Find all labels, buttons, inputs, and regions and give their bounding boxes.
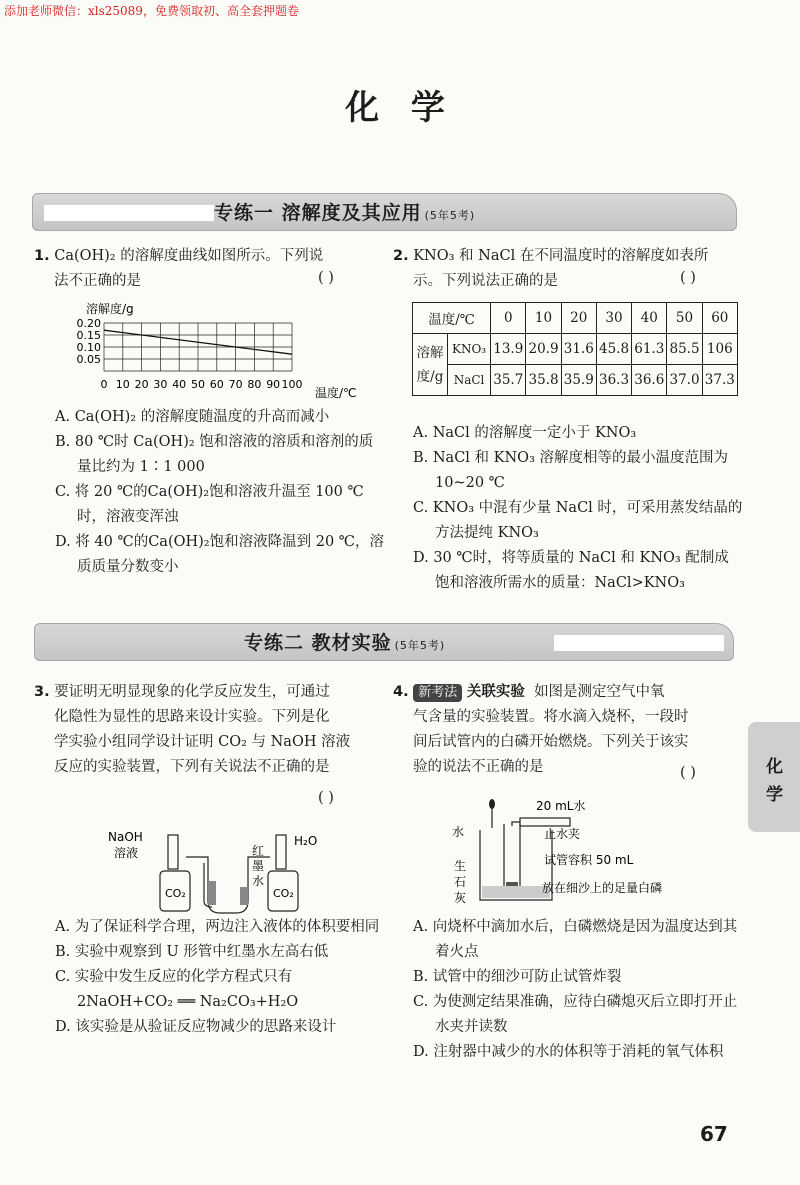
- question-stem: 法不正确的是: [54, 273, 141, 289]
- label-syringe: 20 mL水: [536, 799, 586, 813]
- banner-mask: [554, 635, 724, 651]
- label-red-2: 墨: [252, 859, 265, 873]
- table-cell: 20.9: [526, 334, 561, 365]
- option-a: A. 为了保证科学合理，两边注入液体的体积要相同: [55, 919, 380, 935]
- table-cell: 61.3: [632, 334, 667, 365]
- oxygen-apparatus: [452, 790, 712, 910]
- question-stem: KNO₃ 和 NaCl 在不同温度时的溶解度如表所: [413, 248, 709, 264]
- option-b: B. NaCl 和 KNO₃ 溶解度相等的最小温度范围为 10~20 ℃: [413, 450, 728, 491]
- dropper-bulb: [489, 799, 495, 809]
- temp-cell: 30: [596, 303, 631, 334]
- q1-options: [55, 405, 385, 580]
- section-label: 专练一 溶解度及其应用: [214, 202, 422, 224]
- question-number: 2.: [393, 248, 409, 264]
- section-label: 专练二 教材实验: [244, 632, 392, 654]
- section-banner-1: [32, 193, 737, 231]
- connector: [512, 822, 520, 826]
- label-h2o: H₂O: [294, 834, 318, 848]
- temp-cell: 20: [561, 303, 596, 334]
- option-a: A. NaCl 的溶解度一定小于 KNO₃: [413, 425, 637, 441]
- watermark-text: 添加老师微信：xls25089，免费领取初、高全套押题卷: [4, 4, 299, 18]
- option-a: A. Ca(OH)₂ 的溶解度随温度的升高而减小: [55, 409, 330, 425]
- y-tick-label: 0.15: [76, 329, 101, 342]
- question-stem: 要证明无明显现象的化学反应发生，可通过: [54, 684, 330, 700]
- temp-cell: 40: [632, 303, 667, 334]
- x-tick-label: 90: [266, 378, 281, 391]
- option-d: D. 该实验是从验证反应物减少的思路来设计: [55, 1019, 337, 1035]
- x-tick-label: 40: [172, 378, 187, 391]
- row-label-2: 度/g: [416, 368, 444, 385]
- label-phosphorus: 放在细沙上的足量白磷: [542, 881, 663, 895]
- table-cell: 36.6: [632, 365, 667, 396]
- right-syringe: [276, 835, 286, 869]
- question-number: 1.: [34, 248, 50, 264]
- chart-xlabel: 温度/℃: [315, 386, 357, 400]
- question-1: [34, 244, 384, 294]
- y-tick-label: 0.05: [76, 353, 101, 366]
- label-lime-2: 石: [454, 875, 467, 889]
- question-stem: 如图是测定空气中氧: [534, 684, 665, 700]
- row-label-1: 溶解: [416, 344, 444, 361]
- page-title: 化 学: [345, 88, 455, 128]
- table-cell: 35.7: [491, 365, 526, 396]
- table-cell: 36.3: [596, 365, 631, 396]
- answer-paren: ( ): [318, 270, 334, 286]
- label-lime-3: 灰: [454, 891, 467, 905]
- label-tube-volume: 试管容积 50 mL: [544, 853, 634, 867]
- temp-cell: 10: [526, 303, 561, 334]
- label-red-1: 红: [252, 844, 265, 858]
- x-tick-label: 60: [209, 378, 224, 391]
- answer-paren: ( ): [318, 790, 334, 806]
- question-number: 4.: [393, 684, 409, 700]
- label-red-3: 水: [252, 874, 265, 888]
- x-tick-label: 20: [134, 378, 149, 391]
- question-stem: 示。下列说法正确的是: [413, 273, 558, 289]
- label-co2-right: CO₂: [273, 887, 294, 900]
- chart-ylabel: 溶解度/g: [86, 302, 134, 316]
- table-cell: 35.8: [526, 365, 561, 396]
- row-name: KNO₃: [448, 334, 491, 365]
- question-stem: 气含量的实验装置。将水滴入烧杯，一段时: [413, 709, 689, 725]
- temp-cell: 60: [702, 303, 737, 334]
- table-cell: 106: [702, 334, 737, 365]
- label-clamp: 止水夹: [544, 827, 581, 841]
- temp-cell: 50: [667, 303, 702, 334]
- question-stem: 学实验小组同学设计证明 CO₂ 与 NaOH 溶液: [54, 734, 351, 750]
- question-stem: 反应的实验装置，下列有关说法不正确的是: [54, 759, 330, 775]
- q2-options: [413, 421, 743, 596]
- question-2: [393, 244, 743, 294]
- label-co2-left: CO₂: [165, 887, 186, 900]
- row-label: [413, 334, 448, 396]
- table-cell: 13.9: [491, 334, 526, 365]
- x-tick-label: 50: [191, 378, 205, 391]
- option-c: C. 实验中发生反应的化学方程式只有: [55, 969, 293, 985]
- x-tick-label: 30: [153, 378, 168, 391]
- question-stem: 化隐性为显性的思路来设计实验。下列是化: [54, 709, 330, 725]
- syringe-body: [520, 818, 570, 826]
- side-tab-char: 化: [766, 757, 783, 777]
- page-number: 67: [700, 1122, 728, 1146]
- option-b: B. 试管中的细沙可防止试管炸裂: [413, 969, 622, 985]
- y-tick-label: 0.20: [76, 317, 101, 330]
- option-c: C. KNO₃ 中混有少量 NaCl 时，可采用蒸发结晶的方法提纯 KNO₃: [413, 500, 743, 541]
- section-sub: (5年5考): [394, 639, 446, 652]
- option-b: B. 实验中观察到 U 形管中红墨水左高右低: [55, 944, 329, 960]
- option-d: D. 将 40 ℃的Ca(OH)₂饱和溶液降温到 20 ℃，溶质质量分数变小: [55, 534, 385, 575]
- answer-paren: ( ): [680, 765, 696, 781]
- label-lime-1: 生: [454, 859, 467, 873]
- solubility-chart: [60, 293, 380, 401]
- option-d: D. 注射器中减少的水的体积等于消耗的氧气体积: [413, 1044, 724, 1060]
- solubility-table: [412, 302, 738, 396]
- table-cell: 37.0: [667, 365, 702, 396]
- option-a: A. 向烧杯中滴加水后，白磷燃烧是因为温度达到其着火点: [413, 919, 738, 960]
- chart-yticks: [77, 317, 102, 366]
- x-tick-label: 10: [115, 378, 130, 391]
- test-tube: [504, 824, 520, 892]
- question-tag: 关联实验: [466, 684, 525, 700]
- label-solution: 溶液: [114, 846, 139, 860]
- option-b: B. 80 ℃时 Ca(OH)₂ 饱和溶液的溶质和溶剂的质量比约为 1∶1 000: [55, 434, 374, 475]
- section-title-1: [214, 198, 475, 225]
- chart-grid: [104, 323, 292, 371]
- option-c: C. 将 20 ℃的Ca(OH)₂饱和溶液升温至 100 ℃时，溶液变浑浊: [55, 484, 364, 525]
- temp-cell: 0: [491, 303, 526, 334]
- q3-options: [55, 915, 385, 1040]
- question-number: 3.: [34, 684, 50, 700]
- table-cell: 85.5: [667, 334, 702, 365]
- question-stem: 验的说法不正确的是: [413, 759, 544, 775]
- answer-paren: ( ): [680, 270, 696, 286]
- question-3: [34, 680, 384, 780]
- x-tick-label: 100: [281, 378, 303, 391]
- table-cell: 37.3: [702, 365, 737, 396]
- section-banner-2: [34, 623, 734, 661]
- new-method-badge: 新考法: [413, 684, 462, 702]
- section-title-2: [244, 628, 445, 655]
- section-sub: (5年5考): [424, 209, 476, 222]
- red-ink-right: [240, 887, 248, 905]
- red-ink-left: [208, 881, 216, 905]
- table-cell: 45.8: [596, 334, 631, 365]
- equation: 2NaOH+CO₂ ══ Na₂CO₃+H₂O: [77, 994, 299, 1010]
- row-name: NaCl: [448, 365, 491, 396]
- option-d: D. 30 ℃时，将等质量的 NaCl 和 KNO₃ 配制成饱和溶液所需水的质量：NaCl>KNO₃: [413, 550, 729, 591]
- table-cell: 35.9: [561, 365, 596, 396]
- label-naoh: NaOH: [108, 830, 143, 844]
- table-cell: 31.6: [561, 334, 596, 365]
- chart-xticks: [101, 378, 303, 391]
- label-water: 水: [452, 825, 465, 839]
- question-stem: Ca(OH)₂ 的溶解度曲线如图所示。下列说: [54, 248, 324, 264]
- x-tick-label: 70: [228, 378, 243, 391]
- question-stem: 间后试管内的白磷开始燃烧。下列关于该实: [413, 734, 689, 750]
- subject-side-tab: [748, 722, 800, 832]
- banner-mask: [44, 205, 214, 221]
- quicklime: [482, 886, 550, 898]
- x-tick-label: 80: [247, 378, 262, 391]
- option-c: C. 为使测定结果准确，应待白磷熄灭后立即打开止水夹并读数: [413, 994, 738, 1035]
- y-tick-label: 0.10: [76, 341, 101, 354]
- table-header: 温度/℃: [413, 303, 491, 334]
- side-tab-char: 学: [766, 785, 783, 805]
- q4-options: [413, 915, 743, 1065]
- u-tube-apparatus: [108, 815, 338, 915]
- x-tick-label: 0: [100, 378, 108, 391]
- left-syringe: [168, 835, 178, 869]
